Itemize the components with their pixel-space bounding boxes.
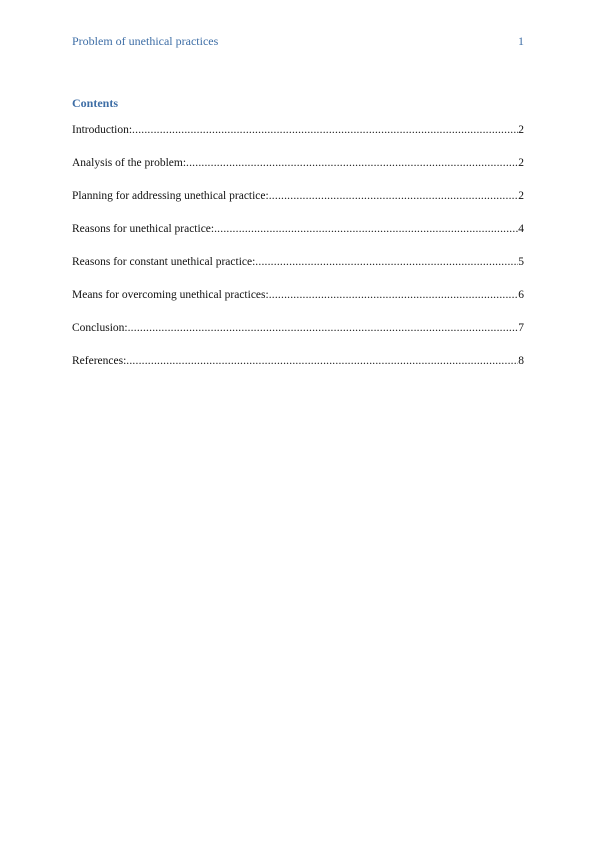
toc-leader-dots (186, 155, 518, 171)
toc-leader-dots (269, 188, 519, 204)
toc-entry-page: 6 (518, 289, 524, 301)
toc-entry-page: 2 (518, 124, 524, 136)
page-header (72, 34, 524, 49)
toc-entry-page: 4 (518, 223, 524, 235)
toc-leader-dots (255, 254, 518, 270)
toc-leader-dots (132, 122, 518, 138)
toc-entry-title: Reasons for constant unethical practice: (72, 256, 256, 268)
toc-entry-planning[interactable] (72, 188, 524, 221)
toc-entry-references[interactable] (72, 353, 524, 386)
toc-heading: Contents (72, 96, 119, 110)
toc-leader-dots (126, 353, 518, 369)
table-of-contents (72, 95, 524, 386)
toc-entry-page: 8 (518, 355, 524, 367)
toc-entry-means[interactable] (72, 287, 524, 320)
toc-entry-reasons[interactable] (72, 221, 524, 254)
toc-entry-page: 2 (518, 157, 524, 169)
toc-leader-dots (214, 221, 518, 237)
toc-leader-dots (269, 287, 519, 303)
toc-list (72, 122, 524, 386)
toc-entry-constant-reasons[interactable] (72, 254, 524, 287)
header-title: Problem of unethical practices (72, 34, 219, 48)
toc-entry-page: 7 (518, 322, 524, 334)
toc-entry-title: Introduction: (72, 124, 133, 136)
toc-entry-conclusion[interactable] (72, 320, 524, 353)
toc-entry-title: Means for overcoming unethical practices: (72, 289, 269, 301)
toc-entry-introduction[interactable] (72, 122, 524, 155)
toc-entry-title: References: (72, 355, 127, 367)
toc-entry-page: 5 (518, 256, 524, 268)
toc-entry-analysis[interactable] (72, 155, 524, 188)
toc-entry-title: Analysis of the problem: (72, 157, 187, 169)
page-number: 1 (518, 34, 524, 48)
toc-entry-title: Planning for addressing unethical practice: (72, 190, 269, 202)
toc-leader-dots (128, 320, 519, 336)
toc-entry-page: 2 (518, 190, 524, 202)
toc-entry-title: Reasons for unethical practice: (72, 223, 215, 235)
toc-entry-title: Conclusion: (72, 322, 128, 334)
